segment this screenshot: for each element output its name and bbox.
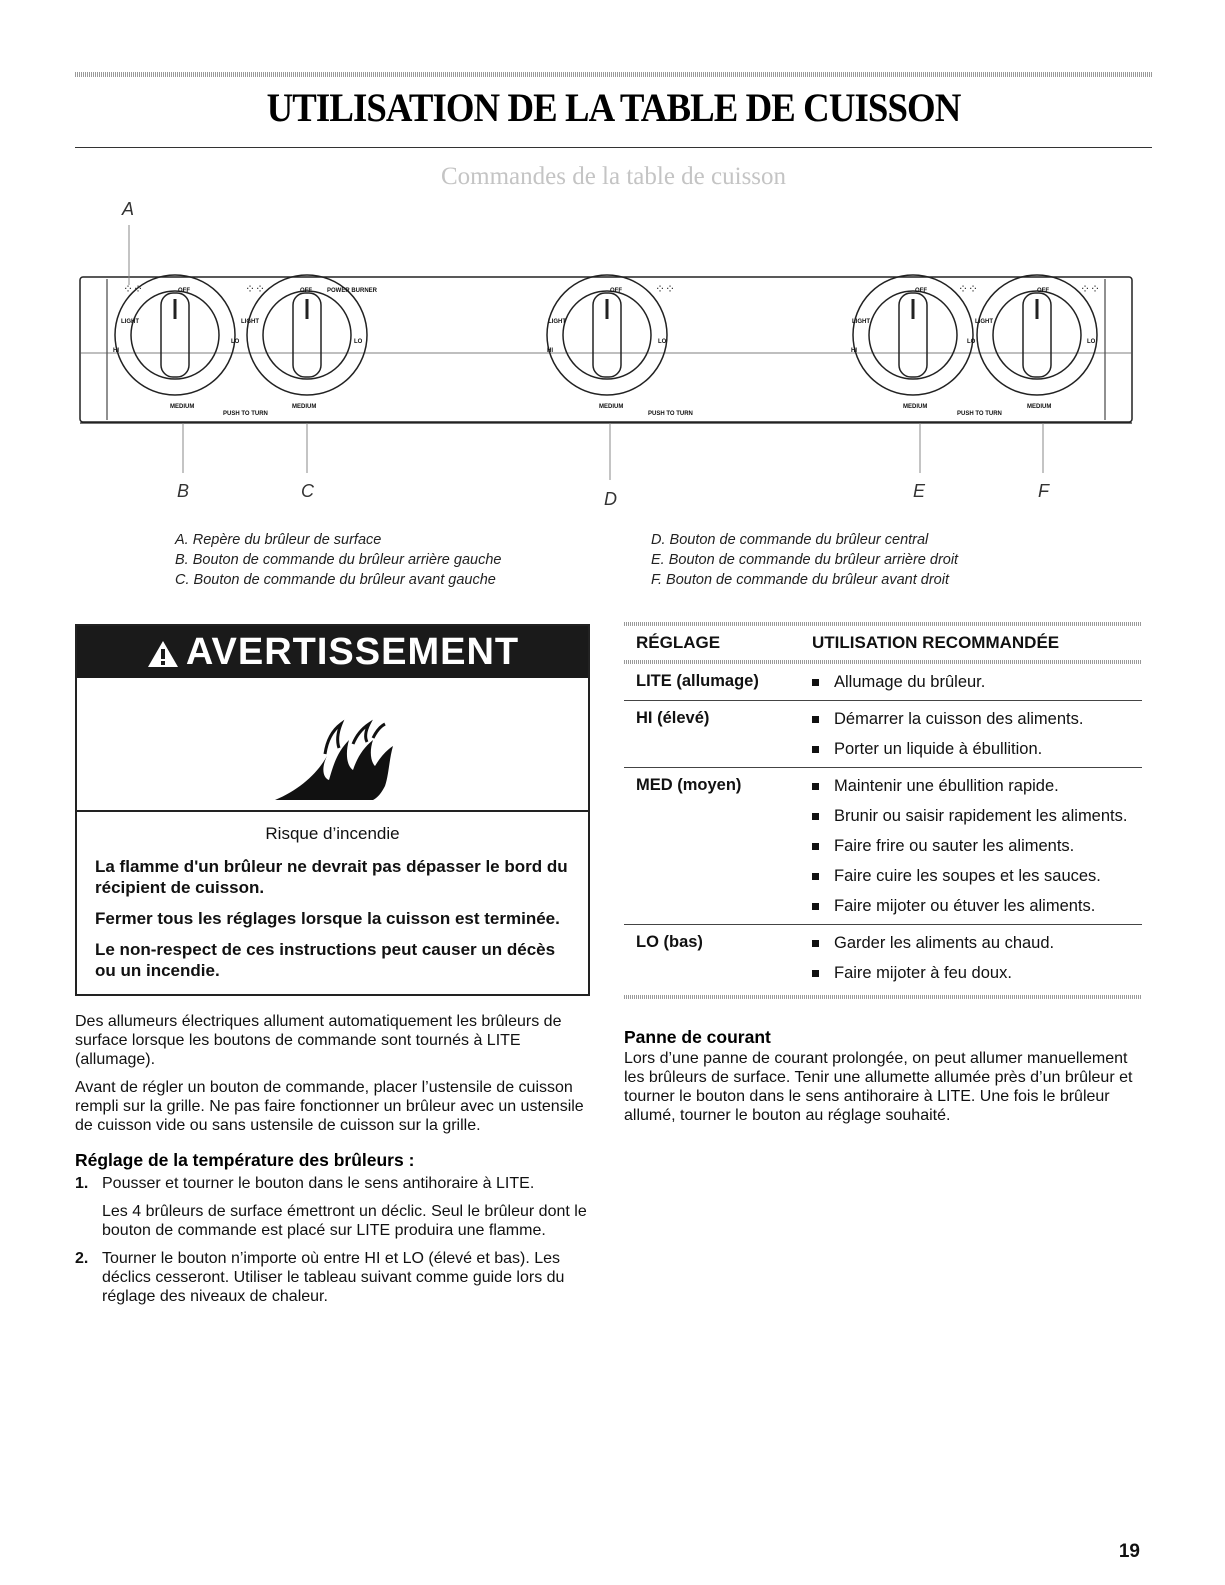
panel-light-3: LIGHT xyxy=(548,319,566,325)
step-number: 2. xyxy=(75,1250,89,1267)
diagram-legend-right xyxy=(651,530,958,590)
callout-f: F xyxy=(1038,481,1049,501)
table-use-item xyxy=(812,739,1142,759)
table-use-text: Garder les aliments au chaud. xyxy=(834,934,1055,952)
table-use-text: Faire cuire les soupes et les sauces. xyxy=(834,867,1101,885)
panel-lo-1: LO xyxy=(231,339,240,345)
warning-pictogram xyxy=(77,678,588,812)
title-divider xyxy=(75,147,1152,148)
warning-body xyxy=(77,810,588,994)
warning-header xyxy=(77,626,588,678)
panel-lo-5: LO xyxy=(1087,339,1096,345)
panel-light-4: LIGHT xyxy=(852,319,870,325)
left-column-text xyxy=(75,1012,590,1315)
table-use-list xyxy=(812,672,1142,692)
legend-item-c: C. Bouton de commande du brûleur avant gauche xyxy=(175,572,496,588)
panel-off-4: OFF xyxy=(915,288,927,294)
callout-b: B xyxy=(177,481,190,501)
table-use-text: Faire frire ou sauter les aliments. xyxy=(834,837,1075,855)
table-use-item xyxy=(812,806,1142,826)
panel-power-burner: POWER BURNER xyxy=(327,288,378,294)
table-use-item xyxy=(812,866,1142,886)
table-use-item xyxy=(812,933,1142,953)
warning-paragraph: La flamme d'un brûleur ne devrait pas dépasser le bord du récipient de cuisson. xyxy=(95,857,568,897)
svg-text:⁘⁘: ⁘⁘ xyxy=(245,282,266,296)
legend-item-f: F. Bouton de commande du brûleur avant droit xyxy=(651,572,949,588)
step-text: Tourner le bouton n’importe où entre HI et LO (élevé et bas). Les déclics cesseront. Utiliser le tableau suivant comme guide lors du réglage des niveaux de chaleur. xyxy=(102,1250,565,1305)
top-dotted-rule xyxy=(75,72,1152,77)
table-use-list xyxy=(812,933,1142,983)
legend-item-e: E. Bouton de commande du brûleur arrière droit xyxy=(651,552,959,568)
square-bullet-icon xyxy=(812,903,819,910)
square-bullet-icon xyxy=(812,746,819,753)
table-use-text: Faire mijoter à feu doux. xyxy=(834,964,1012,982)
table-use-list xyxy=(812,776,1142,916)
table-header-use: UTILISATION RECOMMANDÉE xyxy=(812,633,1060,652)
control-panel-diagram xyxy=(75,195,1165,515)
table-header-row xyxy=(624,626,1142,660)
square-bullet-icon xyxy=(812,843,819,850)
table-row xyxy=(624,664,1142,701)
warning-triangle-icon xyxy=(146,639,180,669)
page-title: UTILISATION DE LA TABLE DE CUISSON xyxy=(266,85,961,130)
fire-icon xyxy=(77,678,588,808)
panel-light-1: LIGHT xyxy=(121,319,139,325)
square-bullet-icon xyxy=(812,783,819,790)
panel-medium-1: MEDIUM xyxy=(170,404,195,410)
square-bullet-icon xyxy=(812,940,819,947)
callout-e: E xyxy=(913,481,926,501)
diagram-legend-left xyxy=(175,530,501,590)
settings-table xyxy=(624,622,1142,999)
panel-medium-2: MEDIUM xyxy=(292,404,317,410)
callout-c: C xyxy=(301,481,314,501)
control-panel-svg xyxy=(75,195,1165,515)
square-bullet-icon xyxy=(812,970,819,977)
svg-text:⁘⁘: ⁘⁘ xyxy=(1080,282,1101,296)
step-item xyxy=(75,1174,590,1240)
table-use-text: Allumage du brûleur. xyxy=(834,673,986,691)
panel-hi-4: HI xyxy=(851,348,857,354)
panel-medium-5: MEDIUM xyxy=(1027,404,1052,410)
table-bottom-rule xyxy=(624,995,1142,999)
power-outage-text: Lors d’une panne de courant prolongée, on peut allumer manuellement les brûleurs de surface. Tenir une allumette allumée près d’un brûleur et tourner le bouton dans le sens antihoraire à LITE. Une fois le brûleur allumé, tourner le bouton au réglage souhaité. xyxy=(624,1050,1133,1124)
step-item xyxy=(75,1249,590,1306)
step-number: 1. xyxy=(75,1175,89,1192)
callout-a: A xyxy=(122,199,135,219)
table-use-item xyxy=(812,836,1142,856)
square-bullet-icon xyxy=(812,873,819,880)
page-number: 19 xyxy=(1118,1541,1140,1562)
table-use-text: Porter un liquide à ébullition. xyxy=(834,740,1043,758)
square-bullet-icon xyxy=(812,679,819,686)
svg-text:⁘⁘: ⁘⁘ xyxy=(655,282,676,296)
table-use-item xyxy=(812,896,1142,916)
warning-paragraph: Fermer tous les réglages lorsque la cuisson est terminée. xyxy=(95,909,560,928)
table-use-text: Brunir ou saisir rapidement les aliments. xyxy=(834,807,1128,825)
square-bullet-icon xyxy=(812,716,819,723)
square-bullet-icon xyxy=(812,813,819,820)
panel-medium-4: MEDIUM xyxy=(903,404,928,410)
legend-item-b: B. Bouton de commande du brûleur arrière gauche xyxy=(175,552,502,568)
panel-push-to-turn-3: PUSH TO TURN xyxy=(957,411,1002,417)
legend-item-a: A. Repère du brûleur de surface xyxy=(175,532,382,548)
table-use-text: Maintenir une ébullition rapide. xyxy=(834,777,1059,795)
panel-off-3: OFF xyxy=(610,288,622,294)
table-setting-cell: LITE (allumage) xyxy=(636,672,759,690)
panel-push-to-turn-2: PUSH TO TURN xyxy=(648,411,693,417)
step-text: Pousser et tourner le bouton dans le sens antihoraire à LITE. xyxy=(102,1175,535,1192)
table-row xyxy=(624,768,1142,925)
svg-text:⁘⁘: ⁘⁘ xyxy=(123,282,144,296)
table-row xyxy=(624,925,1142,991)
step-subtext: Les 4 brûleurs de surface émettront un déclic. Seul le brûleur dont le bouton de commande est placé sur LITE produira une flamme. xyxy=(102,1203,587,1239)
panel-hi-3: HI xyxy=(547,348,553,354)
panel-lo-3: LO xyxy=(658,339,667,345)
table-row xyxy=(624,701,1142,768)
warning-risk-title: Risque d’incendie xyxy=(265,824,400,843)
table-use-item xyxy=(812,963,1142,983)
table-use-item xyxy=(812,709,1142,729)
svg-text:⁘⁘: ⁘⁘ xyxy=(958,282,979,296)
intro-paragraph-1: Des allumeurs électriques allument automatiquement les brûleurs de surface lorsque les boutons de commande sont tournés à LITE (allumage). xyxy=(75,1013,562,1068)
table-use-list xyxy=(812,709,1142,759)
setting-heading: Réglage de la température des brûleurs : xyxy=(75,1150,415,1170)
table-setting-cell: LO (bas) xyxy=(636,933,703,951)
warning-paragraph: Le non-respect de ces instructions peut causer un décès ou un incendie. xyxy=(95,940,556,980)
table-header-setting: RÉGLAGE xyxy=(636,633,721,652)
intro-paragraph-2: Avant de régler un bouton de commande, placer l’ustensile de cuisson rempli sur la grille. Ne pas faire fonctionner un brûleur avec un ustensile de cuisson vide ou sans ustensile de cuisson sur la grille. xyxy=(75,1079,584,1134)
power-outage-heading: Panne de courant xyxy=(624,1027,771,1047)
table-use-text: Faire mijoter ou étuver les aliments. xyxy=(834,897,1096,915)
table-setting-cell: HI (élevé) xyxy=(636,709,710,727)
panel-lo-2: LO xyxy=(354,339,363,345)
callout-d: D xyxy=(604,489,617,509)
table-use-text: Démarrer la cuisson des aliments. xyxy=(834,710,1084,728)
panel-light-5: LIGHT xyxy=(975,319,993,325)
panel-lo-4: LO xyxy=(967,339,976,345)
panel-light-2: LIGHT xyxy=(241,319,259,325)
warning-box xyxy=(75,624,590,996)
panel-off-1: OFF xyxy=(178,288,190,294)
panel-off-5: OFF xyxy=(1037,288,1049,294)
table-body xyxy=(624,664,1142,991)
warning-header-text: AVERTISSEMENT xyxy=(185,631,520,673)
table-use-item xyxy=(812,776,1142,796)
table-use-item xyxy=(812,672,1142,692)
panel-push-to-turn-1: PUSH TO TURN xyxy=(223,411,268,417)
panel-off-2: OFF xyxy=(300,288,312,294)
table-setting-cell: MED (moyen) xyxy=(636,776,742,794)
power-outage-section xyxy=(624,1028,1146,1125)
panel-medium-3: MEDIUM xyxy=(599,404,624,410)
panel-hi-1: HI xyxy=(113,348,119,354)
legend-item-d: D. Bouton de commande du brûleur central xyxy=(651,532,929,548)
section-subtitle: Commandes de la table de cuisson xyxy=(440,163,787,190)
